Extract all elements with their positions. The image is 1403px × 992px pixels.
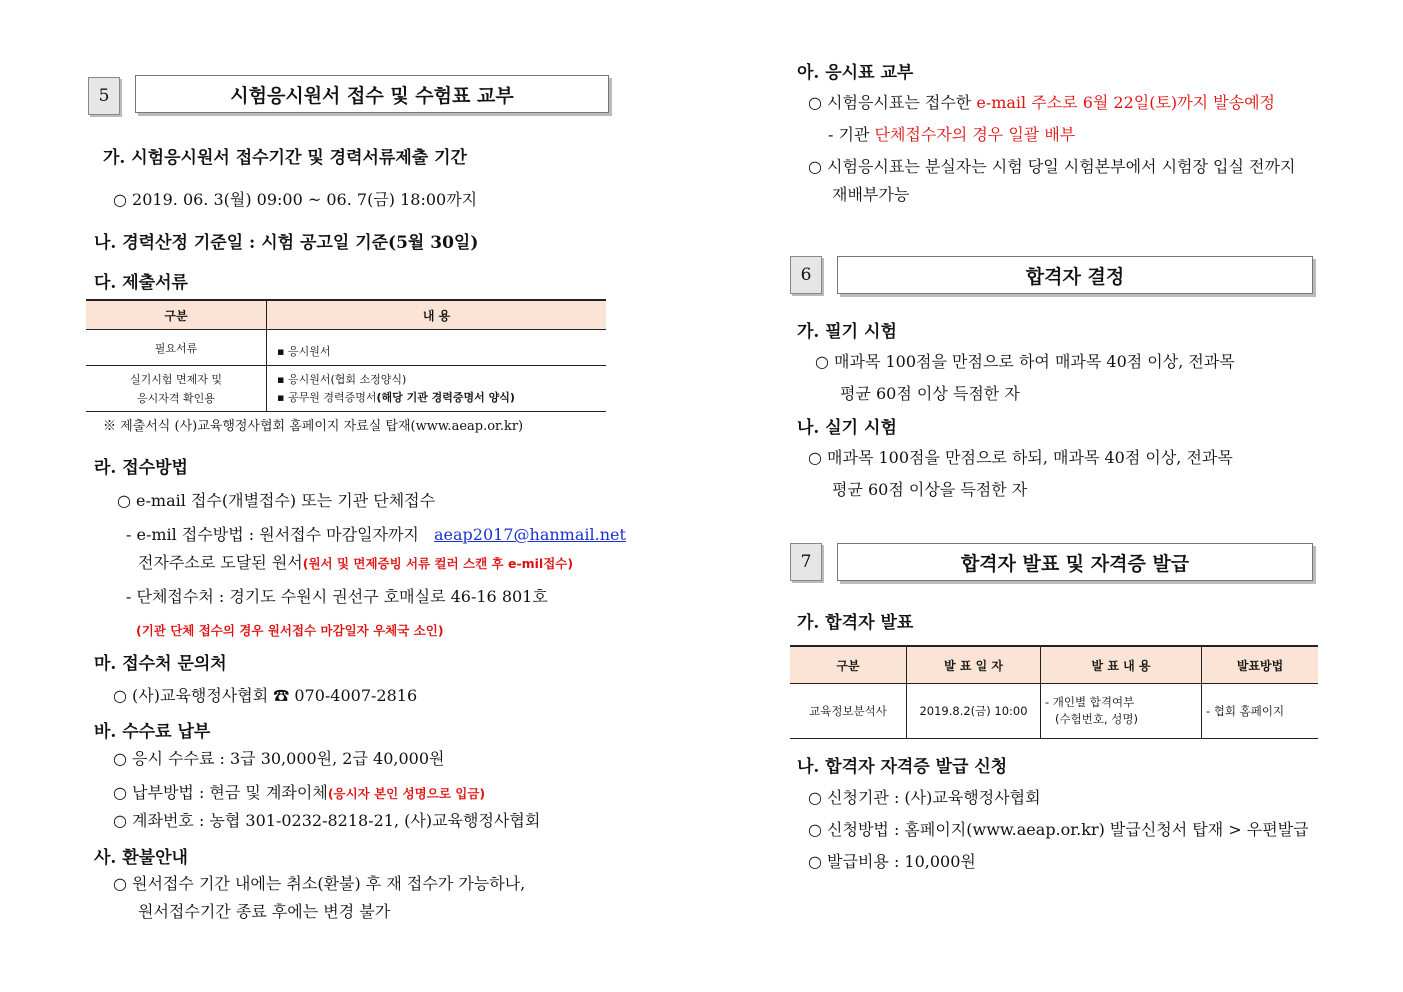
ticket-red: e-mail 주소로 6월 22일(토)까지 발송예정 <box>976 93 1275 112</box>
practical-criteria: ○ 매과목 100점을 만점으로 하되, 매과목 40점 이상, 전과목 <box>808 448 1233 467</box>
table-cell: 필요서류 <box>86 330 267 366</box>
payment-text: ○ 납부방법 : 현금 및 계좌이체 <box>113 783 328 802</box>
cell-line <box>277 389 605 407</box>
table-cell: - 협회 홈페이지 <box>1202 684 1319 739</box>
table-header: 구분 <box>790 646 907 684</box>
subheading-cert: 나. 합격자 자격증 발급 신청 <box>797 757 1008 777</box>
cell-line: ▪ 응시원서(협회 소정양식) <box>277 372 407 386</box>
subheading-ra: 라. 접수방법 <box>94 458 188 478</box>
subheading-na: 나. 경력산정 기준일 : 시험 공고일 기준(5월 30일) <box>94 233 479 253</box>
table-cell <box>86 366 267 412</box>
table-row <box>86 366 606 412</box>
table-cell: 교육정보분석사 <box>790 684 907 739</box>
table-cell <box>267 366 607 412</box>
email-method-line2 <box>138 550 573 573</box>
ticket-text: ○ 시험응시표는 접수한 <box>808 93 977 112</box>
payment-note: (응시자 본인 성명으로 입금) <box>327 786 486 801</box>
table-cell <box>1041 684 1202 739</box>
subheading-ga: 가. 시험응시원서 접수기간 및 경력서류제출 기간 <box>103 148 467 168</box>
fee-item: ○ 응시 수수료 : 3급 30,000원, 2급 40,000원 <box>113 749 445 768</box>
written-criteria-cont: 평균 60점 이상 득점한 자 <box>840 384 1020 403</box>
cell-line: (수험번호, 성명) <box>1055 712 1138 726</box>
cell-line: 실기시험 면제자 및 <box>129 372 222 386</box>
email-method-label: - e-mil 접수방법 : 원서접수 마감일자까지 <box>126 525 419 544</box>
table-row <box>790 684 1318 739</box>
documents-table <box>86 299 606 412</box>
section-number: 7 <box>790 543 822 581</box>
ticket-group-text: - 기관 <box>828 125 875 144</box>
announce-table <box>790 645 1318 739</box>
ticket-item <box>808 90 1275 113</box>
ticket-lost: ○ 시험응시표는 분실자는 시험 당일 시험본부에서 시험장 입실 전까지 <box>808 157 1296 176</box>
written-criteria: ○ 매과목 100점을 만점으로 하여 매과목 40점 이상, 전과목 <box>815 352 1235 371</box>
subheading-ma: 마. 접수처 문의처 <box>94 654 227 674</box>
table-header: 발 표 내 용 <box>1041 646 1202 684</box>
refund-item: ○ 원서접수 기간 내에는 취소(환불) 후 재 접수가 가능하나, <box>113 874 526 893</box>
cell-bold-text: (해당 기관 경력증명서 양식) <box>376 390 515 404</box>
ticket-group <box>828 122 1075 145</box>
payment-item <box>113 780 485 803</box>
email-link[interactable]: aeap2017@hanmail.net <box>434 525 626 544</box>
table-cell: ▪ 응시원서 <box>267 330 607 366</box>
subheading-da: 다. 제출서류 <box>94 273 188 293</box>
table-row <box>86 330 606 366</box>
section-title: 시험응시원서 접수 및 수험표 교부 <box>135 75 609 113</box>
note-text: ※ 제출서식 (사)교육행정사협회 홈페이지 자료실 탑재(www.aeap.or.kr) <box>103 419 524 434</box>
subheading-practical: 나. 실기 시험 <box>797 418 897 438</box>
table-header: 구분 <box>86 300 267 330</box>
cell-line: 응시자격 확인용 <box>137 391 215 405</box>
section-number: 6 <box>790 256 822 294</box>
ticket-group-red: 단체접수자의 경우 일괄 배부 <box>874 125 1076 144</box>
subheading-sa: 사. 환불안내 <box>94 848 188 868</box>
subheading-ba: 바. 수수료 납부 <box>94 722 211 742</box>
subheading-announce: 가. 합격자 발표 <box>797 613 914 633</box>
contact-item: ○ (사)교육행정사협회 ☎ 070-4007-2816 <box>113 686 418 705</box>
table-header: 발표방법 <box>1202 646 1319 684</box>
email-method-line <box>126 522 626 545</box>
refund-item-cont: 원서접수기간 종료 후에는 변경 불가 <box>138 902 391 921</box>
subheading-written: 가. 필기 시험 <box>797 322 897 342</box>
cell-line: - 개인별 합격여부 <box>1045 695 1135 709</box>
method-item: ○ e-mail 접수(개별접수) 또는 기관 단체접수 <box>117 491 436 510</box>
table-header: 발 표 일 자 <box>907 646 1041 684</box>
group-address: - 단체접수처 : 경기도 수원시 권선구 호매실로 46-16 801호 <box>126 587 548 606</box>
cert-agency: ○ 신청기관 : (사)교육행정사협회 <box>808 788 1041 807</box>
account-item: ○ 계좌번호 : 농협 301-0232-8218-21, (사)교육행정사협회 <box>113 811 541 830</box>
period-text: ○ 2019. 06. 3(월) 09:00 ~ 06. 7(금) 18:00까지 <box>113 190 478 209</box>
section-title: 합격자 발표 및 자격증 발급 <box>837 543 1313 581</box>
section-title: 합격자 결정 <box>837 256 1313 294</box>
table-cell: 2019.8.2(금) 10:00 <box>907 684 1041 739</box>
email-method-note: (원서 및 면제증빙 서류 컬러 스캔 후 e-mil접수) <box>302 556 574 571</box>
section-number: 5 <box>88 77 120 115</box>
cert-fee: ○ 발급비용 : 10,000원 <box>808 852 976 871</box>
ticket-lost-cont: 재배부가능 <box>832 185 910 204</box>
table-header: 내 용 <box>267 300 607 330</box>
practical-criteria-cont: 평균 60점 이상을 득점한 자 <box>832 480 1028 499</box>
cert-method: ○ 신청방법 : 홈페이지(www.aeap.or.kr) 발급신청서 탑재 > 우편발급 <box>808 820 1309 839</box>
email-method-text: 전자주소로 도달된 원서 <box>138 553 303 572</box>
group-note: (기관 단체 접수의 경우 원서접수 마감일자 우체국 소인) <box>136 623 444 638</box>
cell-text: ▪ 공무원 경력증명서 <box>277 390 377 404</box>
subheading-a: 아. 응시표 교부 <box>797 63 914 83</box>
